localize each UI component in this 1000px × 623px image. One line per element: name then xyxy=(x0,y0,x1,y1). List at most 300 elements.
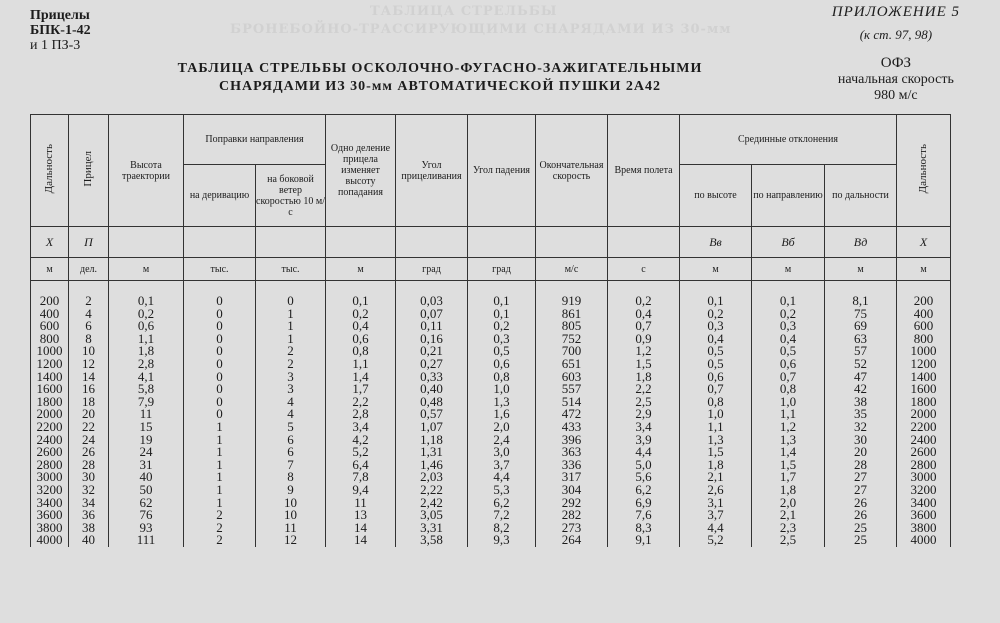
table-row xyxy=(31,446,951,459)
table-cell: 34 xyxy=(69,497,109,510)
table-cell: 18 xyxy=(69,396,109,409)
table-cell: 30 xyxy=(825,434,897,447)
table-cell: 42 xyxy=(825,383,897,396)
table-cell: 7,8 xyxy=(326,471,396,484)
table-row xyxy=(31,358,951,371)
col-aim-angle: Угол прицеливания xyxy=(396,115,468,227)
table-cell: 20 xyxy=(825,446,897,459)
table-cell: 0 xyxy=(184,371,256,384)
table-cell: 2 xyxy=(69,281,109,308)
table-cell: 28 xyxy=(825,459,897,472)
table-cell: 5,2 xyxy=(680,534,752,547)
table-cell: 0 xyxy=(184,345,256,358)
table-cell: 0 xyxy=(184,333,256,346)
table-cell: 433 xyxy=(536,421,608,434)
table-body xyxy=(31,281,951,547)
table-cell: 0,6 xyxy=(680,371,752,384)
table-cell: 30 xyxy=(69,471,109,484)
table-cell: 9 xyxy=(256,484,326,497)
symbols-row: X П Вв Вб Вд X xyxy=(31,227,951,258)
table-cell: 10 xyxy=(69,345,109,358)
table-cell: 75 xyxy=(825,308,897,321)
table-cell: 38 xyxy=(825,396,897,409)
table-cell: 0,7 xyxy=(608,320,680,333)
table-cell: 1 xyxy=(184,421,256,434)
table-cell: 1,1 xyxy=(109,333,184,346)
table-row xyxy=(31,434,951,447)
table-cell: 861 xyxy=(536,308,608,321)
table-cell: 1 xyxy=(184,434,256,447)
units-row: м дел. м тыс. тыс. м град град м/с с м м м м xyxy=(31,258,951,281)
page-title: ТАБЛИЦА СТРЕЛЬБЫ ОСКОЛОЧНО-ФУГАСНО-ЗАЖИГАТЕЛЬНЫМИ СНАРЯДАМИ ИЗ 30-мм АВТОМАТИЧЕСКОЙ ПУШКИ 2А42 xyxy=(177,61,703,94)
table-cell: 63 xyxy=(825,333,897,346)
table-cell: 6 xyxy=(256,434,326,447)
table-cell: 5,2 xyxy=(326,446,396,459)
bleed-through-text: ТАБЛИЦА СТРЕЛЬБЫ xyxy=(370,4,558,19)
table-cell: 2800 xyxy=(31,459,69,472)
table-cell: 3,9 xyxy=(608,434,680,447)
table-cell: 1,1 xyxy=(326,358,396,371)
table-cell: 8,2 xyxy=(468,522,536,535)
table-cell: 14 xyxy=(326,534,396,547)
table-cell: 25 xyxy=(825,522,897,535)
table-cell: 1,8 xyxy=(109,345,184,358)
table-cell: 317 xyxy=(536,471,608,484)
table-cell: 0,5 xyxy=(680,345,752,358)
table-cell: 4,4 xyxy=(608,446,680,459)
table-cell: 11 xyxy=(109,408,184,421)
col-range-right: Дальность xyxy=(897,115,951,227)
table-cell: 0,4 xyxy=(680,333,752,346)
table-cell: 0,7 xyxy=(752,371,825,384)
table-cell: 1 xyxy=(184,459,256,472)
table-row xyxy=(31,383,951,396)
table-cell: 2,4 xyxy=(468,434,536,447)
table-cell: 2,6 xyxy=(680,484,752,497)
table-cell: 2600 xyxy=(897,446,951,459)
table-cell: 10 xyxy=(256,509,326,522)
table-cell: 19 xyxy=(109,434,184,447)
table-cell: 336 xyxy=(536,459,608,472)
table-cell: 5,6 xyxy=(608,471,680,484)
table-cell: 2,1 xyxy=(752,509,825,522)
table-cell: 1,07 xyxy=(396,421,468,434)
table-cell: 35 xyxy=(825,408,897,421)
firing-table xyxy=(30,114,951,547)
col-sight: Прицел xyxy=(69,115,109,227)
table-cell: 111 xyxy=(109,534,184,547)
sights-label: Прицелы БПК-1-42 и 1 ПЗ-3 xyxy=(30,8,91,53)
table-cell: 1,4 xyxy=(752,446,825,459)
table-cell: 7 xyxy=(256,459,326,472)
table-cell: 2400 xyxy=(31,434,69,447)
table-cell: 1 xyxy=(184,446,256,459)
table-cell: 472 xyxy=(536,408,608,421)
table-cell: 1,8 xyxy=(680,459,752,472)
table-cell: 8,1 xyxy=(825,281,897,308)
table-cell: 1 xyxy=(256,320,326,333)
table-cell: 2,8 xyxy=(109,358,184,371)
table-cell: 1,18 xyxy=(396,434,468,447)
table-cell: 4 xyxy=(69,308,109,321)
table-cell: 2800 xyxy=(897,459,951,472)
table-cell: 0,5 xyxy=(752,345,825,358)
table-cell: 0,2 xyxy=(468,320,536,333)
table-cell: 0,07 xyxy=(396,308,468,321)
table-cell: 6 xyxy=(256,446,326,459)
table-cell: 2 xyxy=(256,345,326,358)
table-cell: 3,31 xyxy=(396,522,468,535)
table-row xyxy=(31,408,951,421)
col-deviations: Срединные отклонения xyxy=(680,115,897,165)
table-cell: 47 xyxy=(825,371,897,384)
table-cell: 3400 xyxy=(31,497,69,510)
table-cell: 14 xyxy=(326,522,396,535)
table-cell: 3400 xyxy=(897,497,951,510)
col-dev-height: по высоте xyxy=(680,165,752,227)
table-cell: 0,6 xyxy=(326,333,396,346)
table-cell: 1400 xyxy=(31,371,69,384)
table-cell: 1,5 xyxy=(608,358,680,371)
table-cell: 1,5 xyxy=(752,459,825,472)
table-cell: 2,42 xyxy=(396,497,468,510)
table-cell: 1 xyxy=(256,333,326,346)
table-cell: 0,16 xyxy=(396,333,468,346)
table-cell: 3000 xyxy=(31,471,69,484)
table-cell: 363 xyxy=(536,446,608,459)
table-cell: 3,05 xyxy=(396,509,468,522)
table-cell: 3 xyxy=(256,383,326,396)
table-cell: 3,1 xyxy=(680,497,752,510)
table-cell: 1,8 xyxy=(608,371,680,384)
table-cell: 0,2 xyxy=(680,308,752,321)
table-cell: 6,9 xyxy=(608,497,680,510)
table-cell: 40 xyxy=(109,471,184,484)
table-row xyxy=(31,484,951,497)
col-height: Высота траектории xyxy=(109,115,184,227)
table-cell: 0 xyxy=(184,281,256,308)
table-cell: 1,31 xyxy=(396,446,468,459)
table-cell: 5 xyxy=(256,421,326,434)
table-cell: 0,40 xyxy=(396,383,468,396)
table-cell: 3000 xyxy=(897,471,951,484)
table-cell: 7,2 xyxy=(468,509,536,522)
table-cell: 14 xyxy=(69,371,109,384)
table-cell: 8 xyxy=(69,333,109,346)
table-cell: 0,27 xyxy=(396,358,468,371)
table-cell: 0,1 xyxy=(326,281,396,308)
table-cell: 0,2 xyxy=(752,308,825,321)
table-cell: 2,5 xyxy=(752,534,825,547)
table-cell: 264 xyxy=(536,534,608,547)
table-cell: 1800 xyxy=(31,396,69,409)
table-cell: 1,0 xyxy=(752,396,825,409)
table-cell: 0 xyxy=(256,281,326,308)
table-cell: 38 xyxy=(69,522,109,535)
table-cell: 4,4 xyxy=(468,471,536,484)
table-cell: 2000 xyxy=(31,408,69,421)
table-row xyxy=(31,459,951,472)
table-cell: 200 xyxy=(897,281,951,308)
table-cell: 292 xyxy=(536,497,608,510)
table-row xyxy=(31,308,951,321)
table-cell: 0,1 xyxy=(468,281,536,308)
table-cell: 0,1 xyxy=(752,281,825,308)
col-derivation: на деривацию xyxy=(184,165,256,227)
table-cell: 5,8 xyxy=(109,383,184,396)
table-row xyxy=(31,534,951,547)
table-cell: 600 xyxy=(897,320,951,333)
table-cell: 0 xyxy=(184,408,256,421)
table-cell: 7,6 xyxy=(608,509,680,522)
table-cell: 0,8 xyxy=(680,396,752,409)
table-row xyxy=(31,320,951,333)
table-cell: 2,0 xyxy=(752,497,825,510)
table-cell: 69 xyxy=(825,320,897,333)
table-cell: 20 xyxy=(69,408,109,421)
table-cell: 1,3 xyxy=(680,434,752,447)
table-cell: 3,7 xyxy=(680,509,752,522)
table-cell: 4000 xyxy=(31,534,69,547)
table-cell: 1,7 xyxy=(326,383,396,396)
table-cell: 0,1 xyxy=(680,281,752,308)
table-cell: 2000 xyxy=(897,408,951,421)
table-cell: 2 xyxy=(256,358,326,371)
table-cell: 2 xyxy=(184,534,256,547)
table-cell: 27 xyxy=(825,471,897,484)
table-cell: 0,1 xyxy=(109,281,184,308)
table-cell: 36 xyxy=(69,509,109,522)
table-cell: 1,2 xyxy=(752,421,825,434)
table-cell: 2 xyxy=(184,522,256,535)
table-cell: 0 xyxy=(184,396,256,409)
table-cell: 0,21 xyxy=(396,345,468,358)
table-cell: 919 xyxy=(536,281,608,308)
table-cell: 24 xyxy=(109,446,184,459)
table-cell: 304 xyxy=(536,484,608,497)
table-cell: 0,6 xyxy=(109,320,184,333)
appendix-label: ПРИЛОЖЕНИЕ 5 xyxy=(831,4,960,20)
table-cell: 1,7 xyxy=(752,471,825,484)
table-cell: 12 xyxy=(256,534,326,547)
table-cell: 3800 xyxy=(897,522,951,535)
table-cell: 26 xyxy=(825,509,897,522)
table-cell: 3 xyxy=(256,371,326,384)
table-cell: 7,9 xyxy=(109,396,184,409)
table-cell: 2600 xyxy=(31,446,69,459)
table-cell: 2200 xyxy=(897,421,951,434)
table-cell: 2,03 xyxy=(396,471,468,484)
table-cell: 0 xyxy=(184,383,256,396)
table-cell: 6,4 xyxy=(326,459,396,472)
table-cell: 0,7 xyxy=(680,383,752,396)
table-cell: 3600 xyxy=(897,509,951,522)
table-cell: 0,11 xyxy=(396,320,468,333)
table-cell: 1200 xyxy=(897,358,951,371)
table-cell: 0,48 xyxy=(396,396,468,409)
table-cell: 1800 xyxy=(897,396,951,409)
table-cell: 6 xyxy=(69,320,109,333)
table-cell: 0,8 xyxy=(752,383,825,396)
table-cell: 3800 xyxy=(31,522,69,535)
table-cell: 2,8 xyxy=(326,408,396,421)
table-cell: 3,58 xyxy=(396,534,468,547)
table-cell: 2200 xyxy=(31,421,69,434)
table-cell: 1,3 xyxy=(752,434,825,447)
table-cell: 1,0 xyxy=(680,408,752,421)
table-cell: 25 xyxy=(825,534,897,547)
table-row xyxy=(31,522,951,535)
table-cell: 1,46 xyxy=(396,459,468,472)
table-cell: 11 xyxy=(256,522,326,535)
table-cell: 0,5 xyxy=(468,345,536,358)
table-cell: 0,3 xyxy=(752,320,825,333)
table-cell: 1,1 xyxy=(752,408,825,421)
table-cell: 1 xyxy=(184,497,256,510)
appendix-block xyxy=(832,4,960,104)
table-cell: 2,2 xyxy=(326,396,396,409)
table-cell: 0,2 xyxy=(326,308,396,321)
table-cell: 9,3 xyxy=(468,534,536,547)
table-cell: 0,33 xyxy=(396,371,468,384)
table-cell: 8 xyxy=(256,471,326,484)
table-cell: 0,3 xyxy=(468,333,536,346)
table-cell: 2400 xyxy=(897,434,951,447)
table-row xyxy=(31,396,951,409)
col-range: Дальность xyxy=(31,115,69,227)
table-cell: 2 xyxy=(184,509,256,522)
table-cell: 16 xyxy=(69,383,109,396)
table-cell: 1400 xyxy=(897,371,951,384)
table-cell: 0,4 xyxy=(608,308,680,321)
table-cell: 2,22 xyxy=(396,484,468,497)
table-cell: 1,3 xyxy=(468,396,536,409)
table-cell: 282 xyxy=(536,509,608,522)
table-cell: 31 xyxy=(109,459,184,472)
table-cell: 4,1 xyxy=(109,371,184,384)
col-one-division: Одно деление прицела изменяет высоту попадания xyxy=(326,115,396,227)
table-cell: 1000 xyxy=(31,345,69,358)
table-cell: 1200 xyxy=(31,358,69,371)
table-cell: 800 xyxy=(31,333,69,346)
table-cell: 32 xyxy=(825,421,897,434)
table-cell: 10 xyxy=(256,497,326,510)
table-cell: 0 xyxy=(184,320,256,333)
table-row xyxy=(31,333,951,346)
table-cell: 76 xyxy=(109,509,184,522)
table-cell: 600 xyxy=(31,320,69,333)
table-cell: 700 xyxy=(536,345,608,358)
table-cell: 3200 xyxy=(897,484,951,497)
table-row xyxy=(31,421,951,434)
table-cell: 52 xyxy=(825,358,897,371)
initial-speed-value: 980 м/с xyxy=(874,88,918,103)
table-cell: 3600 xyxy=(31,509,69,522)
table-cell: 1,0 xyxy=(468,383,536,396)
table-cell: 1,6 xyxy=(468,408,536,421)
table-cell: 0,57 xyxy=(396,408,468,421)
table-cell: 2,3 xyxy=(752,522,825,535)
table-cell: 57 xyxy=(825,345,897,358)
table-cell: 1,4 xyxy=(326,371,396,384)
page-reference: (к ст. 97, 98) xyxy=(859,27,933,42)
table-cell: 514 xyxy=(536,396,608,409)
col-wind: на боковой ветер скоростью 10 м/с xyxy=(256,165,326,227)
table-row xyxy=(31,471,951,484)
table-cell: 0,8 xyxy=(326,345,396,358)
table-cell: 62 xyxy=(109,497,184,510)
table-cell: 1 xyxy=(184,484,256,497)
table-cell: 9,1 xyxy=(608,534,680,547)
table-cell: 1,2 xyxy=(608,345,680,358)
table-cell: 200 xyxy=(31,281,69,308)
table-cell: 9,4 xyxy=(326,484,396,497)
table-cell: 3200 xyxy=(31,484,69,497)
table-cell: 13 xyxy=(326,509,396,522)
table-cell: 651 xyxy=(536,358,608,371)
ammo-type: ОФЗ xyxy=(880,55,912,71)
table-cell: 0,6 xyxy=(468,358,536,371)
table-row xyxy=(31,345,951,358)
col-dev-direction: по направлению xyxy=(752,165,825,227)
table-cell: 27 xyxy=(825,484,897,497)
table-cell: 4,4 xyxy=(680,522,752,535)
table-cell: 50 xyxy=(109,484,184,497)
table-row xyxy=(31,281,951,308)
table-cell: 0 xyxy=(184,308,256,321)
table-cell: 752 xyxy=(536,333,608,346)
table-cell: 26 xyxy=(825,497,897,510)
table-cell: 0 xyxy=(184,358,256,371)
table-cell: 1,1 xyxy=(680,421,752,434)
table-cell: 400 xyxy=(31,308,69,321)
table-cell: 0,03 xyxy=(396,281,468,308)
table-cell: 22 xyxy=(69,421,109,434)
table-cell: 5,0 xyxy=(608,459,680,472)
table-cell: 2,5 xyxy=(608,396,680,409)
table-cell: 2,0 xyxy=(468,421,536,434)
table-cell: 2,2 xyxy=(608,383,680,396)
table-cell: 4,2 xyxy=(326,434,396,447)
table-cell: 26 xyxy=(69,446,109,459)
table-cell: 396 xyxy=(536,434,608,447)
table-row xyxy=(31,371,951,384)
table-cell: 0,2 xyxy=(109,308,184,321)
table-cell: 273 xyxy=(536,522,608,535)
table-cell: 6,2 xyxy=(468,497,536,510)
table-cell: 8,3 xyxy=(608,522,680,535)
table-cell: 0,6 xyxy=(752,358,825,371)
table-cell: 805 xyxy=(536,320,608,333)
table-cell: 1 xyxy=(184,471,256,484)
table-cell: 603 xyxy=(536,371,608,384)
col-final-speed: Окончательная скорость xyxy=(536,115,608,227)
table-cell: 5,3 xyxy=(468,484,536,497)
table-cell: 32 xyxy=(69,484,109,497)
bleed-through-text: БРОНЕБОЙНО-ТРАССИРУЮЩИМИ СНАРЯДАМИ ИЗ 30-мм xyxy=(230,22,732,37)
table-cell: 3,4 xyxy=(326,421,396,434)
table-cell: 0,5 xyxy=(680,358,752,371)
table-cell: 11 xyxy=(326,497,396,510)
col-fall-angle: Угол падения xyxy=(468,115,536,227)
table-cell: 15 xyxy=(109,421,184,434)
table-cell: 6,2 xyxy=(608,484,680,497)
table-cell: 28 xyxy=(69,459,109,472)
table-cell: 0,4 xyxy=(326,320,396,333)
table-cell: 1000 xyxy=(897,345,951,358)
table-cell: 0,1 xyxy=(468,308,536,321)
initial-speed-label: начальная скорость xyxy=(837,72,954,87)
